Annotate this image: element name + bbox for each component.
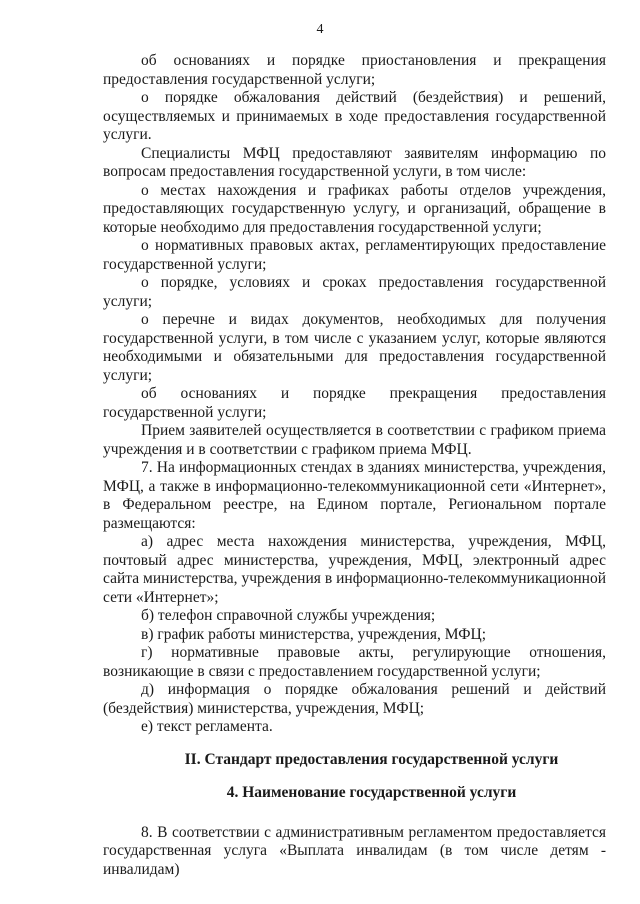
paragraph: 8. В соответствии с административным регламентом предоставляется государственная услуга «Выплата инвалидам (в том числе детям - инвалидам) [103,823,606,878]
paragraph: об основаниях и порядке прекращения предоставления государственной услуги; [103,385,606,421]
list-item: а) адрес места нахождения министерства, учреждения, МФЦ, почтовый адрес министерства, учреждения, МФЦ, электронный адрес сайта министерства, учреждения в информационно-телекоммуникационной сети «Интернет»; [103,533,606,606]
paragraph: об основаниях и порядке приостановления и прекращения предоставления государственной услуги; [103,52,606,88]
list-item: е) текст регламента. [141,718,273,735]
list-item: б) телефон справочной службы учреждения; [141,607,436,624]
page-number: 4 [316,22,324,37]
paragraph: Прием заявителей осуществляется в соответствии с графиком приема учреждения и в соответствии с графиком приема МФЦ. [103,422,606,458]
subsection-heading: 4. Наименование государственной услуги [226,784,517,801]
paragraph: о местах нахождения и графиках работы отделов учреждения, предоставляющих государственную услугу, и организаций, обращение в которые необходимо для предоставления государственной услуги; [103,181,606,236]
list-item: д) информация о порядке обжалования решений и действий (бездействия) министерства, учреждения, МФЦ; [103,681,606,717]
list-item: в) график работы министерства, учреждения, МФЦ; [141,625,487,643]
list-item: г) нормативные правовые акты, регулирующие отношения, возникающие в связи с предоставлением государственной услуги; [103,644,606,680]
paragraph: о перечне и видах документов, необходимых для получения государственной услуги, в том числе с указанием услуг, которые являются необходимыми и обязательными для предоставления государственной услуги; [103,311,606,384]
document-body [103,52,606,879]
section-heading: II. Стандарт предоставления государственной услуги [184,750,559,768]
paragraph: о порядке обжалования действий (бездействия) и решений, осуществляемых и принимаемых в ходе предоставления государственной услуги. [103,89,606,143]
paragraph: 7. На информационных стендах в зданиях министерства, учреждения, МФЦ, а также в информационно-телекоммуникационной сети «Интернет», в Федеральном реестре, на Едином портале, Региональном портале размещаются: [103,459,606,532]
paragraph: о порядке, условиях и сроках предоставления государственной услуги; [103,274,606,310]
paragraph: о нормативных правовых актах, регламентирующих предоставление государственной услуги; [103,237,606,273]
paragraph: Специалисты МФЦ предоставляют заявителям информацию по вопросам предоставления государственной услуги, в том числе: [103,144,606,180]
